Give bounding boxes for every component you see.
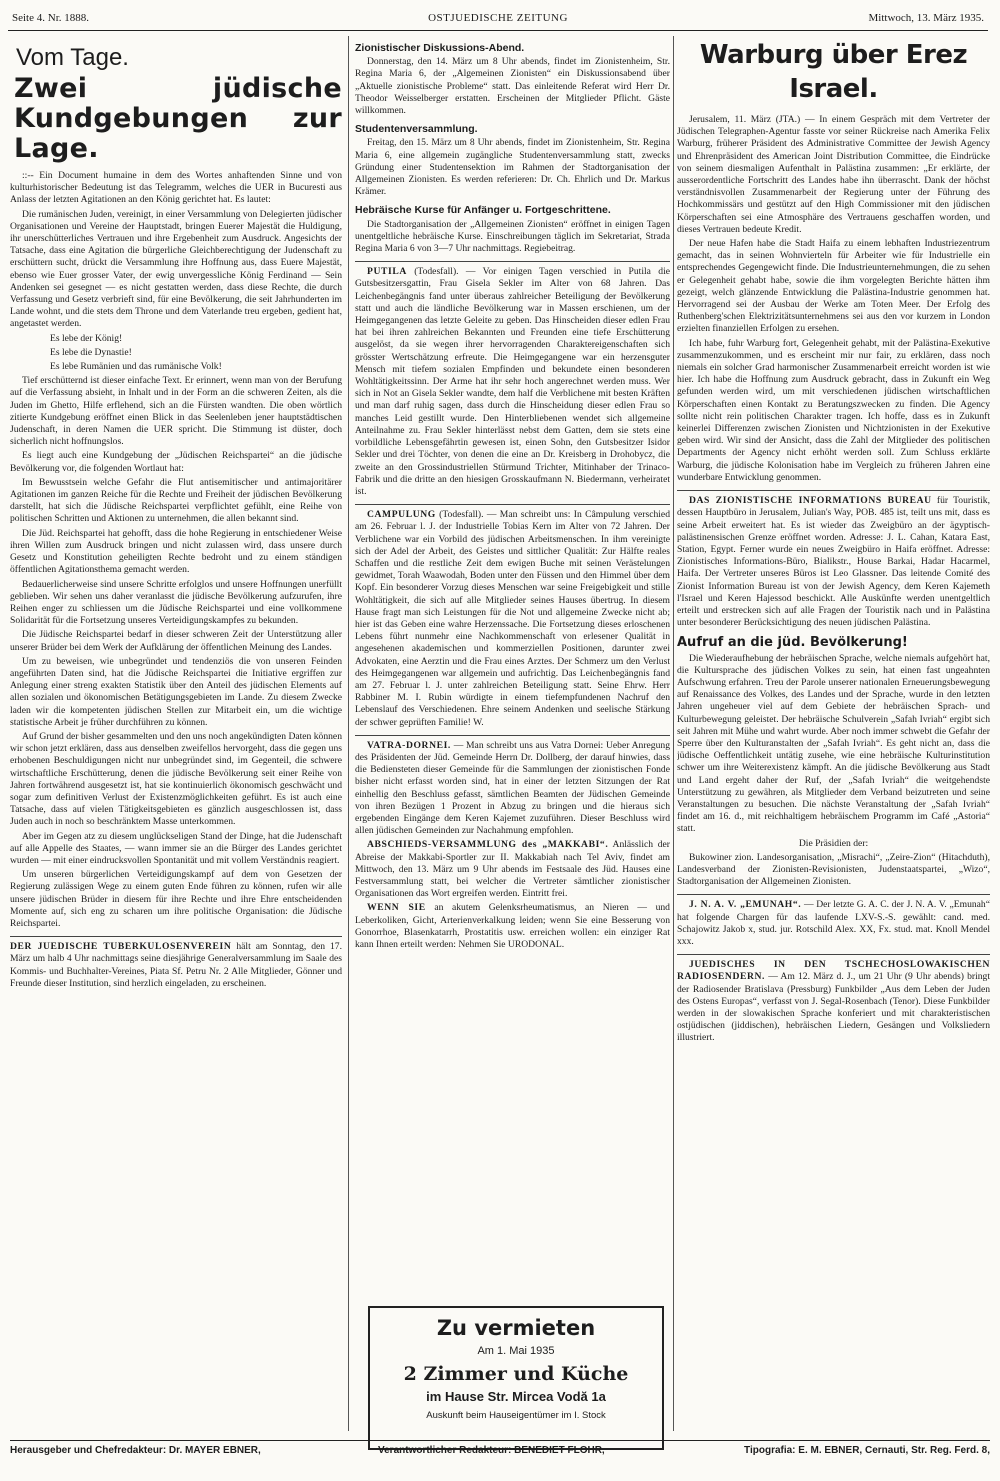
proclamation-text: Bedauerlicherweise sind unsere Schritte erfolglos und unsere Hoffnungen unerfüllt geblieben. Wir sehen uns daher veranlasst die jüdische Bevölkerung aufzurufen, ihre Reihen enger zu schliessen um die Jüdische Reichspartei und eine vollkommene Solidarität für die Fortsetzung unseres Verteidigungskampfes zu bekunden. (10, 578, 342, 627)
page-footer (10, 1440, 990, 1456)
author-initial: W. (473, 716, 484, 728)
notice-heading: WENN SIE (367, 902, 426, 914)
article-paragraph: Der neue Hafen habe die Stadt Haifa zu einem lebhaften Industriezentrum gemacht, das in seinen Wohnvierteln für Arbeiter wie für Industrielle ein entsprechendes Gegengewicht finde. Die Industrieunternehmungen, die zu sehen er Gelegenheit gehabt habe, sowie die ihm vorgelegten Berichte hätten ihm gezeigt, welch glänzende Entwicklung die Palästina-Industrie genommen hat. Hervorragend sei der Ausbau der Werke am Toten Meer. Der Erfolg des Ruthenberg'schen Elektrizitätsunternehmens sei aus den vor kurzem in London erzielten finanziellen Erfolgen zu ersehen. (677, 238, 990, 335)
section-title: Vom Tage. (16, 44, 129, 71)
notice-vatra-dornei (355, 740, 670, 838)
notice-paragraph (10, 941, 342, 990)
article-headline: Warburg über Erez Israel. (699, 40, 968, 104)
notice-heading: J. N. A. V. „EMUNAH“. (689, 899, 802, 911)
separator (677, 894, 990, 895)
notice-text: hält am Sonntag, den 17. März um halb 4 Uhr nachmittags seine diesjährige Generalversammlung im Saale des Kommis- und Buchhalter-Vereines, Piata Sf. Petru Nr. 2 Alle Mitglieder, Gönner und Freunde dieser Institution, sind herzlich eingeladen, zu erscheinen. (10, 941, 342, 989)
column-3 (677, 36, 990, 1431)
newspaper-title: OSTJUEDISCHE ZEITUNG (428, 12, 568, 24)
ad-address: im Hause Str. Mircea Vodă 1a (426, 1389, 606, 1404)
rental-advertisement (368, 1306, 664, 1450)
footer-printer: Tipografia: E. M. EBNER, Cernauti, Str. Reg. Ferd. 8, (744, 1445, 990, 1456)
notice-heading: ABSCHIEDS-VERSAMMLUNG des „MAKKABI“. (367, 839, 609, 851)
notice-text: an akutem Gelenksrheumatismus, an Nieren — und Leberkoliken, Gicht, Arterienverkalkung leiden; wenn Sie eine Besserung von Gonorrhoe, Blasenkatarrh, Prostatitis usw. erreichen wollen: ein einziger Rat kann Ihnen erteilt werden: Nehmen Sie URODONAL. (355, 902, 670, 951)
advertisement-urodonal (355, 902, 670, 951)
notice-text: Anlässlich der Abreise der Makkabi-Sportler zur II. Makkabiah nach Tel Aviv, findet am Mittwoch, den 13. März um 9 Uhr abends im Festsaale des Jüd. Hauses eine Festversammlung statt, bei welcher die Vertreter sämtlicher zionistischer Organisationen das Wort ergreifen werden. Eintritt frei. (355, 839, 670, 900)
proclamation-text: Um zu beweisen, wie unbegründet und tendenziös die von unseren Feinden angeführten Daten sind, hat die Jüdische Reichspartei die Initiative ergriffen zur Anlegung einer streng exakten Statistik über den Anteil des jüdischen Elements auf allen sozialen und ökonomischen Betätigungsgebieten im Lande. Zu diesem Zwecke laden wir die kompetenten jüdischen Stellen zur Mitarbeit ein, um die wichtige statistische Arbeit je früher durchführen zu können. (10, 655, 342, 728)
issue-date: Mittwoch, 13. März 1935. (868, 12, 984, 24)
appeal-signatories: Bukowiner zion. Landesorganisation, „Misrachi“, „Zeire-Zion“ (Hitachduth), Landesverband der Zionisten-Revisionisten, Judenstaatspartei, „Wizo“, Stadtorganisation der Allgemeinen Zionisten. (677, 851, 990, 888)
ad-rooms: 2 Zimmer und Küche (403, 1363, 629, 1385)
notice-text: — Am 12. März d. J., um 21 Uhr (9 Uhr abends) bringt der Radiosender Bratislava (Pressburg) Funkbilder „Aus dem Leben der Juden des Ostens Europas“, verfasst von J. Segal-Rosenbach (Tenor). Diese Funkbilder werden in der slowakischen Sprache konferiert und mit charakteristischen ostjüdischen (jiddischen), hebräischen Liedern, Gesängen und Volksliedern illustriert. (677, 971, 990, 1044)
notice-radio (677, 959, 990, 1044)
page-header (8, 8, 988, 31)
notice-text: Freitag, den 15. März um 8 Uhr abends, findet im Zionistenheim, Str. Regina Maria 6, eine allgemein zugängliche Studentenversammlung statt, zwecks Gründung einer Studentensektion im Rahmen der Stadtorganisation der Allgemeinen Zionisten. Es werden referieren: Dr. Ch. Ehrlich und Dr. Markus Krämer. (355, 137, 670, 198)
notice-heading: Hebräische Kurse für Anfänger u. Fortgeschrittene. (355, 204, 611, 217)
notice-info-bureau (677, 495, 990, 629)
proclamation-text: Aber im Gegen atz zu diesem unglückseligen Stand der Dinge, hat die Judenschaft auf alle Appelle des Staates, — wann immer sie an die Bürger des Landes gerichtet wurden — mit einer eindrucksvollen Spontanität und mit vollem Verständnis reagiert. (10, 830, 342, 866)
ad-date: Am 1. Mai 1935 (477, 1345, 555, 1357)
separator (355, 735, 670, 736)
notice-emunah (677, 899, 990, 948)
obituary-campulung (355, 509, 670, 729)
article-paragraph: Ich habe, fuhr Warburg fort, Gelegenheit gehabt, mit der Palästina-Exekutive zusammenzukommen, und es erscheint mir nur fair, zu erklären, dass noch niemals ein solcher Grad harmonischer Zusammenarbeit erreicht worden ist wie hier. Ich habe die Hoffnung zum Ausdruck gebracht, dass in Zukunft ein Weg gefunden werden wird, um mit verschiedenen jüdischen wirtschaftlichen Körperschaften einen Kontakt zu Beratungszwecken zu finden. Die Agency sollte nicht rein politischen Charakter tragen. Ich hoffe, dass es in Zukunft keinerlei Differenzen zwischen Zionisten und Nichtzionisten in der Exekutive geben wird. Wir sind der Ansicht, dass die Zahl der Mitglieder des politischen Departments der Agency nicht erhöht werden soll. Zum Schluss erklärte Warburg, die jüdische Kolonisation habe im Vergleich zu früheren Jahren eine wunderbare Entwicklung genommen. (677, 337, 990, 483)
article-paragraph: ::-- Ein Document humaine in dem des Wortes anhaftenden Sinne und von kulturhistorischer Bedeutung ist das Telegramm, welches die UER in Bucuresti aus Anlass der letzten Agitationen an den König gerichtet hat. Es lautet: (10, 170, 342, 206)
separator (355, 261, 670, 262)
appeal-headline: Aufruf an die jüd. Bevölkerung! (677, 635, 908, 651)
column-divider (673, 36, 674, 1431)
notice-text: (Todesfall). — Vor einigen Tagen verschied in Putila die Gutsbesitzersgattin, Frau Gisela Sekler im Alter von 68 Jahren. Das Leichenbegängnis fand unter überaus zahlreicher Beteiligung der Bevölkerung statt und auch die ländliche Bevölkerung war in Massen erschienen, um der Heimgegangenen das letzte Geleite zu geben. Das Hinscheiden dieser edlen Frau hat bei ihren zahlreichen Bekannten und Freunden eine tiefe Erschütterung ausgelöst, da sie wegen ihrer hervorragenden Charaktereigenschaften sich grösster Wertschätzung erfreute. Die Heimgegangene war ein herzensguter Mensch mit tiefem sozialen Empfinden und bekundete einen besonderen Wohltätigkeitssinn. Der Arme hat ihr sehr hoch angerechnet werden muss. Wer sich in Not an Gisela Sekler wandte, dem half die Verblichene mit besten Kräften und man darf ruhig sagen, dass durch die Hinscheidung dieser edlen Frau so manches Leid gestillt wurde. Den Hinterbliebenen wendet sich allgemeine Anteilnahme zu. Frau Sekler hinterlässt nebst dem Gatten, dem sie stets eine vorbildliche Lebensgefährtin gewesen ist, einen Sohn, den Gutsbesitzer Isidor Sekler und drei Töchter, von denen die eine an Dr. Kreisberg in Drohobycz, die zweite an den Grossindustriellen Stürmund Trichter, Mitinhaber der Trinaco-Fabrik und die dritte an den hiesigen Grosskaufmann N. Biedermann, verheiratet ist. (355, 266, 670, 497)
column-1 (10, 36, 342, 1431)
acclamation: Es lebe die Dynastie! (50, 346, 132, 358)
notice-heading: CAMPULUNG (367, 509, 436, 521)
notice-makkabi (355, 839, 670, 900)
notice-text: — Man schreibt uns aus Vatra Dornei: Ueber Anregung des Präsidenten der Jüd. Gemeinde Herrn Dr. Dollberg, der darauf hinwies, dass die Bediensteten dieser Gemeinde für die Sammlungen der zionistischen Fonde bisher nicht erfasst worden sind, hat in einer der letzten Sitzungen der Rat einhellig den Beschluss gefasst, sämtlichen Beamten der Jüdischen Gemeinde von ihren Bezügen 1 Prozent in Abzug zu bringen und die hieraus sich ergebenden Eingänge dem Keren Kajemet zuzuführen. Dieser Beschluss wird allen jüdischen Gemeinden zur Nachahmung empfohlen. (355, 739, 670, 837)
appeal-text: Die Wiederaufhebung der hebräischen Sprache, welche niemals aufgehört hat, die Kultursprache des jüdischen Volkes zu sein, hat einen fast ungeahnten Aufschwung erfahren. Treu der Parole unserer nationalen Erneuerungsbewegung auf Renaissance des Volkes, des Landes und der Sprache, wurde in den letzten Jahren ungeheuer viel auf dem Gebiete der hebräischen Sprach- und Kulturbewegung geleistet. Der hebräische Schulverein „Safah Ivriah“ ergibt sich seit Jahren mit Mühe und wahrt wurde. Aber noch immer schwebt die Gefahr der Sperre über den Kulturanstalten der „Safah Ivriah“. Es geht nicht an, dass die jüdische Oeffentlichkeit untätig zusehe, wie eine hebräische Kulturinstitution schwer um ihre Weiterexistenz kämpft. An die jüdische Bevölkerung aus Stadt und Land ergeht daher der Ruf, der „Safah Ivriah“ die weitgehendste Unterstützung zu gewähren, als Mitglieder dem Verband beizutreten und seine Veranstaltungen zu besuchen. Die nächste Veranstaltung der „Safah Ivriah“ findet am 16. d., mit reichhaltigem hebräischem Programm im Café „Astoria“ statt. (677, 652, 990, 835)
separator (677, 954, 990, 955)
separator (355, 504, 670, 505)
notice-heading: DER JUEDISCHE TUBERKULOSENVEREIN (10, 941, 232, 953)
column-2 (355, 36, 670, 1431)
article-paragraph: Jerusalem, 11. März (JTA.) — In einem Gespräch mit dem Vertreter der Jüdischen Telegraphen-Agentur fasste vor seiner Rückreise nach Amerika Felix Warburg, früherer Präsident des Administrative Committee der Jewish Agency und Ehrenpräsident des American Joint Distribution Committee, die Eindrücke von seinem diesmaligen Aufenthalt in Palästina zusammen: „Er erklärte, der ausserordentliche Fortschritt des Landes habe ihn überrascht. Dank der höchst verständnisvollen Zusammenarbeit der Regierung unter der Führung des Hochkommissärs und gestützt auf den High Commissioner mit den jüdischen Körperschaften sei eine Atmosphäre des Vertrauens geschaffen worden, und dieses Vertrauen bedeute Kredit. (677, 114, 990, 235)
ad-title: Zu vermieten (436, 1316, 596, 1340)
ad-info: Auskunft beim Hauseigentümer im I. Stock (426, 1410, 606, 1421)
notice-heading: VATRA-DORNEI. (367, 739, 451, 751)
proclamation-text: Im Bewusstsein welche Gefahr die Flut antisemitischer und antimajoritärer Agitationen im ganzen Reiche für die Rechte und Freiheit der jüdischen Bevölkerung darstellt, hat sich die Jüdische Reichspartei verpflichtet gefühlt, eine Reihe von politischen Schritten und Aktionen zu unternehmen, die allen bekannt sind. (10, 476, 342, 525)
notice-text: (Todesfall). — Man schreibt uns: In Câmpulung verschied am 26. Februar l. J. der Industrielle Tobias Kern im Alter von 72 Jahren. Der Verblichene war ein Vorbild des jüdischen Arbeitsmenschen. In ihm vereinigte sich der Adel der Arbeit, des Geistes und sittlicher Qualität: Zur Hälfte reales Schaffen und die restliche Zeit dem ewigen Buche mit seinen Verästelungen gewidmet, Torah Waawodah, Boden unter den Füssen und den Himmel über dem Kopf. Ein besonderer Vorzug dieses Menschen war seine Freigebigkeit und stille Wohltätigkeit, die sich auf alle Mitglieder seines Hauses übertrug. In diesem Hause fragt man sich Leistungen für die Not und allgemeine Zwecke nicht ab; hier ist das Geben eine wahre Herzenssache. Die Fortsetzung dieses erloschenen Lebens führt nunmehr eine Nachkommenschaft von erlesener Qualität in angesehenen akademischen und kommerziellen Positionen, darunter zwei Advokaten, eine Aerztin und die Frau eines Arztes. Der Schmerz um den Verlust des Heimgegangenen war allgemein und aufrichtig. Das Leichenbegängnis fand am 27. Februar l. J. unter zahlreichen Beteiligung statt. Seine Ehrw. Herr Rabbiner M. I. Rubin würdigte in einem tiefempfundenen Nachruf den Lebenslauf des Verschiedenen. Ehre seinem Andenken und seelische Stärkung der schwer geprüften Familie! (355, 509, 670, 728)
notice-heading: Studentenversammlung. (355, 123, 478, 136)
notice-text: für Touristik, dessen Hauptbüro in Jerusalem, Julian's Way, POB. 485 ist, teilt uns mit, dass es seine Arbeit erweitert hat. Es ist wieder das Zweigbüro an der ägyptisch-palästinensischen Grenze eröffnet worden. Adresse: J. L. Cahan, Katara East, Station, Egypt. Ferner wurde ein neues Zweigbüro in Haifa eröffnet. Adresse: Zionistisches Informations-Büro, Bialikstr., House Barkai, Hadar Hacarmel, Haifa. Der Vertreter unseres Büros ist Leo Glassner. Das leitende Comité des Zionist Information Bureau ist von der Jewish Agency, dem Keren Kajemeth l'Israel und Keren Hajessod beschickt. Alle Auskünfte werden unentgeltlich erteilt und erstrecken sich auf alle Fragen der Touristik nach und in Palästina unter besonderer Berücksichtigung des neuen jüdischen Palästina. (677, 495, 990, 629)
article-paragraph: Tief erschütternd ist dieser einfache Text. Er erinnert, wenn man von der Berufung auf die Verfassung absieht, in Inhalt und in der Form an die schweren Zeiten, als die Juden im Ghetto, Hilfe erflehend, sich an die Fürsten wandten. Die oben wörtlich zitierte Kundgebung eröffnet einen Blick in das Seelenleben jener hauptstädtischen Judenschaft, in deren Namen die UER spricht. Die Stimmung ist düster, doch sicherlich nicht hoffnungslos. (10, 375, 342, 448)
column-divider (348, 36, 349, 1431)
notice-heading: DAS ZIONISTISCHE INFORMATIONS BUREAU (689, 495, 932, 507)
article-headline: Zwei jüdische Kundgebungen zur Lage. (14, 73, 342, 164)
notice-heading: PUTILA (367, 266, 407, 278)
footer-editor: Herausgeber und Chefredakteur: Dr. MAYER EBNER, (10, 1445, 261, 1456)
proclamation-text: Auf Grund der bisher gesammelten und den uns noch angekündigten Daten können wir schon jetzt erklären, dass aus denselben zweifellos hervorgeht, dass die gegen uns erhobenen Beschuldigungen nicht nur unbegründet sind, im Gegenteil, die schwere wirtschaftliche Erschütterung, denen die jüdische Bevölkerung seit einer Reihe von Jahren fortwährend ausgesetzt ist, hat sie kontinuierlich ökonomisch geschwächt und sogar zum definitiven Verlust der Existenzmöglichkeiten geführt. Es ist auch eine Tatsache, dass auf vielen Tätigkeitsgebieten es gänzlich ausgeschlossen ist, dass Juden auch in noch so beschränktem Masse unterkommen. (10, 730, 342, 828)
footer-responsible-editor: Verantwortlicher Redakteur: BENEDIET FLOHR, (378, 1445, 605, 1456)
separator (10, 936, 342, 937)
notice-heading: JUEDISCHES IN DEN TSCHECHOSLOWAKISCHEN RADIOSENDERN. (677, 959, 990, 983)
appeal-signature: Die Präsidien der: (798, 837, 869, 849)
acclamation: Es lebe Rumänien und das rumänische Volk! (50, 361, 222, 373)
acclamation: Es lebe der König! (50, 332, 123, 344)
telegram-text: Die rumänischen Juden, vereinigt, in einer Versammlung von Delegierten jüdischer Organisationen und Vereine der Hauptstadt, bringen Euerer Majestät die Huldigung, ihr unerschütterliches Vertrauen und ihre Ergebenheit zum Ausdruck. Angesichts der Tatsache, dass eine Agitation die bürgerliche Gleichberechtigung der Judenschaft zu erschüttern sucht, drückt die Versammlung ihre Hoffnung aus, dass Euere Majestät, ebenso wie Euer grosser Vater, der ewig unvergessliche König Ferdinand — Sein Andenken sei gesegnet — es nicht gestatten werden, dass diese Rechte, die durch Verfassung und Gesetz verbrieft sind, für eine Bevölkerung, die seit Jahrhunderten im Lande wohnt, und die stets dem Throne und dem Vaterlande treu ergeben, gedient hat, angetastet werden. (10, 208, 342, 330)
separator (677, 490, 990, 491)
page-number: Seite 4. Nr. 1888. (12, 12, 89, 24)
proclamation-text: Um unseren bürgerlichen Verteidigungskampf auf dem von Gesetzen der Regierung zulässigen Wege zu einem guten Ende führen zu können, rufen wir alle unsere jüdischen Brüder in diesem für ihre Rechte und ihre Ehre entscheidenden Momente auf, sich eng zu scharen um ihre politische Organisation: die Jüdische Reichspartei. (10, 869, 342, 929)
article-paragraph: Es liegt auch eine Kundgebung der „Jüdischen Reichspartei“ an die jüdische Bevölkerung vor, die folgenden Wortlaut hat: (10, 450, 342, 474)
obituary-putila (355, 266, 670, 498)
notice-heading: Zionistischer Diskussions-Abend. (355, 42, 525, 54)
proclamation-text: Die Jüdische Reichspartei bedarf in dieser schweren Zeit der Unterstützung aller unserer Brüder bei dem Werk der Aufklärung der öffentlichen Meinung des Landes. (10, 629, 342, 653)
notice-text: Donnerstag, den 14. März um 8 Uhr abends, findet im Zionistenheim, Str. Regina Maria 6, der „Algemeinen Zionisten“ ein Diskussionsabend über „Aktuelle zionistische Probleme“ statt. Das einleitende Referat wird Herr Dr. Theodor Weisselberger erstatten. Erscheinen der Mitglieder Pflicht. Gäste willkommen. (355, 56, 670, 117)
proclamation-text: Die Jüd. Reichspartei hat gehofft, dass die hohe Regierung in entschiedener Weise ihren Willen zum Ausdruck bringen und nicht zulassen wird, dass unsere durch Gesetz und Konstitution geheiligten Rechte bedroht und zu einem ständigen öffentlichen Agitationsthema gemacht werden. (10, 527, 342, 576)
notice-text: Die Stadtorganisation der „Allgemeinen Zionisten“ eröffnet in einigen Tagen unentgeltliche hebräische Kurse. Einschreibungen täglich im Sekretariat, Strada Regina Maria 6 von 3—7 Uhr nachmittags. Regiebeitrag. (355, 218, 670, 255)
notice-text: — Der letzte G. A. C. der J. N. A. V. „Emunah“ hat folgende Chargen für das laufende LXV-S.-S. gewählt: cand. med. Schajowitz Jakob x, stud. jur. Rotschild Alex. XX, Fx. stud. mat. Knoll Mendel xxx. (677, 899, 990, 947)
